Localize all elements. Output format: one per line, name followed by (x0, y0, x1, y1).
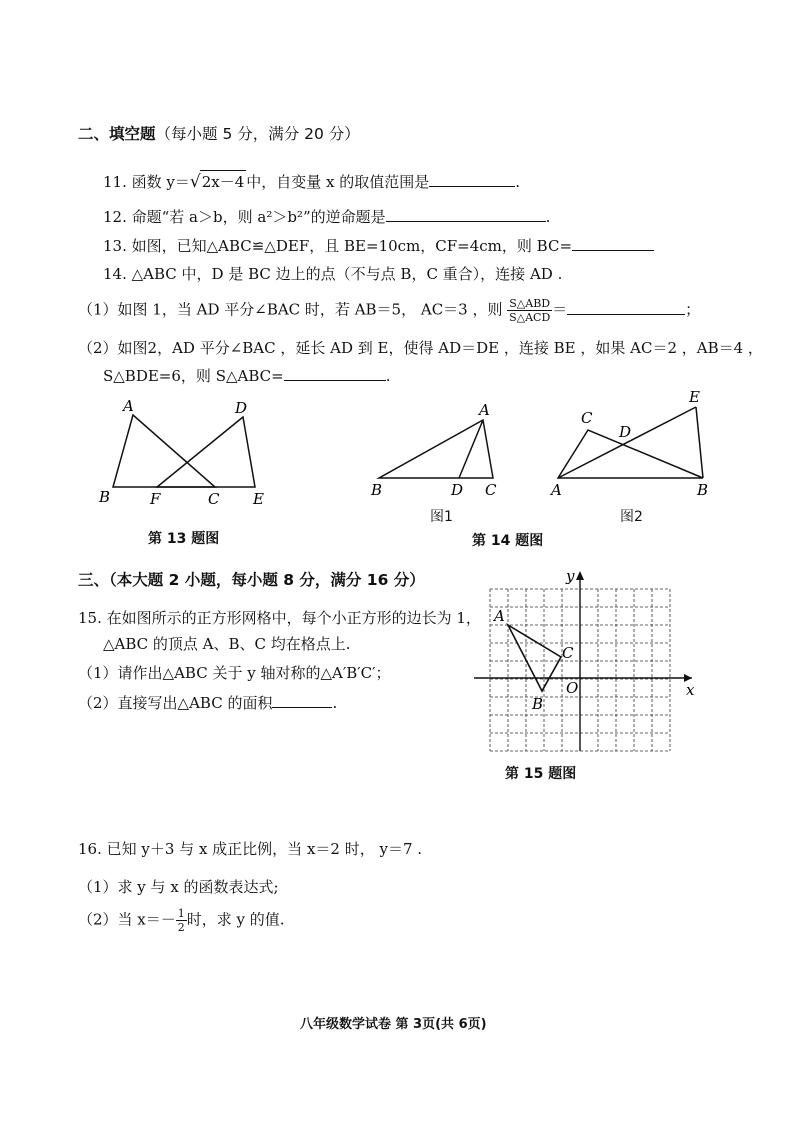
q11-answer-blank[interactable] (429, 172, 515, 187)
fig15-label-x: x (686, 681, 695, 699)
q16-part2-text: （2）当 x＝－ (78, 910, 176, 929)
fig13-triangle-abc (113, 415, 215, 487)
question-13 (103, 235, 654, 256)
section-2-note: （每小题 5 分，满分 20 分） (155, 125, 360, 143)
fig14a-triangle-abc (379, 420, 493, 478)
figure-15 (470, 565, 700, 757)
section-3-title: 三、（本大题 2 小题，每小题 8 分，满分 16 分） (78, 571, 425, 589)
fig15-y-arrow (576, 571, 584, 580)
fig14b-label-d: D (619, 423, 632, 441)
q14-fraction-numerator: S△ABD (509, 297, 551, 310)
fig13-caption: 第 13 题图 (148, 531, 220, 547)
q16-fraction-denominator: 2 (177, 921, 185, 934)
question-11: 11. 函数 y＝√2x－4 中，自变量 x 的取值范围是 . (103, 172, 521, 192)
fig14b-segment-be (696, 407, 703, 478)
fig14a-label-d: D (451, 481, 464, 499)
fig15-label-c: C (562, 644, 574, 662)
figure-14-2 (548, 385, 718, 505)
q14-part2-answer-blank[interactable] (284, 366, 386, 381)
section-2-heading: 二、填空题 (78, 125, 156, 143)
fig14b-label-b: B (697, 481, 709, 499)
fig14a-label-c: C (485, 481, 497, 499)
section-2-title (78, 122, 360, 144)
question-15-part1: （1）请作出△ABC 关于 y 轴对称的△A′B′C′； (78, 664, 391, 682)
page-footer: 八年级数学试卷 第 3页(共 6页) (300, 1017, 487, 1032)
fig13-label-b: B (99, 488, 111, 506)
q14-part1-answer-blank[interactable] (567, 300, 685, 315)
q12-answer-blank[interactable] (386, 207, 546, 222)
question-14-part2-line2 (103, 365, 390, 386)
fig15-caption: 第 15 题图 (505, 766, 577, 782)
q14-ratio-fraction (507, 297, 552, 324)
q16-part2-end: 时，求 y 的值. (186, 910, 285, 929)
q11-text: 中，自变量 x 的取值范围是 (246, 173, 430, 191)
q11-radicand: 2x－4 (200, 170, 247, 192)
question-14-stem: 14. △ABC 中，D 是 BC 边上的点（不与点 B，C 重合），连接 AD . (103, 265, 563, 283)
fig13-label-a: A (123, 397, 134, 415)
q16-fraction (176, 907, 187, 934)
fig14a-segment-ad (459, 420, 483, 478)
question-14-part2-line1: （2）如图2，AD 平分∠BAC ，延长 AD 到 E，使得 AD＝DE ，连接 BE ，如果 AC＝2 ，AB＝4 ， (78, 339, 763, 357)
fig15-label-o: O (566, 679, 579, 697)
q13-text: 13. 如图，已知△ABC≌△DEF，且 BE=10cm，CF=4cm，则 BC= (103, 237, 573, 255)
fig13-triangle-def (157, 417, 255, 487)
q14-part1-text: （1）如图 1，当 AD 平分∠BAC 时，若 AB＝5， AC＝3 ，则 (78, 300, 503, 319)
fig13-label-f: F (150, 490, 161, 508)
fig15-label-a: A (494, 607, 505, 625)
q14-equals: ＝ (552, 300, 568, 319)
fig15-triangle-abc (508, 625, 561, 691)
q12-end: . (545, 208, 551, 226)
q15-part2-end: . (332, 694, 338, 712)
fig14a-caption: 图1 (430, 509, 453, 525)
question-15-part2 (78, 692, 337, 713)
question-15-line2: △ABC 的顶点 A、B、C 均在格点上. (103, 635, 351, 653)
question-16-part2 (78, 907, 285, 934)
q12-text: 12. 命题“若 a＞b，则 a²＞b²”的逆命题是 (103, 208, 386, 226)
fig14b-label-e: E (689, 388, 700, 406)
q15-answer-blank[interactable] (272, 693, 332, 708)
q13-answer-blank[interactable] (572, 236, 654, 251)
fig15-label-b: B (532, 695, 544, 713)
fig14-caption: 第 14 题图 (472, 533, 544, 549)
fig14b-segment-ae (558, 407, 696, 478)
q11-end: . (515, 173, 521, 191)
q14-part2-end: . (385, 367, 391, 385)
fig15-label-y: y (566, 567, 575, 585)
question-12 (103, 206, 550, 227)
fig13-label-c: C (208, 490, 220, 508)
q11-prefix: 11. 函数 y＝ (103, 173, 190, 191)
figure-14-1 (365, 398, 510, 503)
fig13-label-d: D (235, 399, 248, 417)
fig14b-label-c: C (581, 409, 593, 427)
fig14a-label-b: B (371, 481, 383, 499)
fig14b-caption: 图2 (620, 509, 643, 525)
question-14-part1 (78, 297, 700, 324)
fig13-label-e: E (253, 490, 264, 508)
q14-fraction-denominator: S△ACD (509, 311, 551, 324)
question-16-stem: 16. 已知 y＋3 与 x 成正比例，当 x＝2 时， y＝7 . (78, 840, 423, 858)
question-15-line1: 15. 在如图所示的正方形网格中，每个小正方形的边长为 1， (78, 609, 481, 627)
fig14b-label-a: A (551, 481, 562, 499)
figure-13 (95, 395, 275, 515)
q14-part1-end: ； (685, 300, 701, 319)
fig14a-label-a: A (479, 401, 490, 419)
q16-fraction-numerator: 1 (177, 907, 185, 920)
question-16-part1: （1）求 y 与 x 的函数表达式; (78, 878, 279, 896)
q15-part2-text: （2）直接写出△ABC 的面积 (78, 694, 273, 712)
q14-part2-text: S△BDE=6，则 S△ABC= (103, 367, 284, 385)
